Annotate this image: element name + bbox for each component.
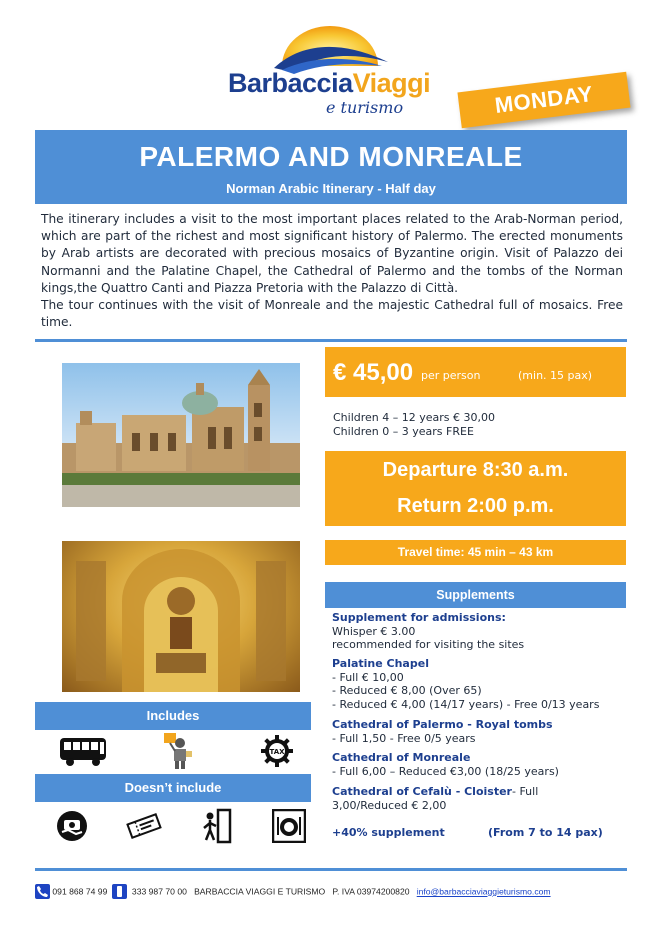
return-time: Return 2:00 p.m. — [397, 495, 554, 517]
supplement-cefalu — [332, 785, 622, 812]
brand-subtitle: e turismo — [326, 98, 404, 117]
group-supplement: +40% supplement — [332, 826, 445, 839]
intro-text — [41, 211, 623, 331]
palatine-line: - Reduced € 8,00 (Over 65) — [332, 684, 482, 698]
palermo-title: Cathedral of Palermo - Royal tombs — [332, 718, 553, 731]
tax-icon-label: TAX — [269, 748, 285, 756]
supplement-palermo — [332, 718, 622, 745]
guide-icon — [162, 731, 196, 769]
palatine-chapel-photo — [62, 541, 300, 692]
group-supplement-range: (From 7 to 14 pax) — [488, 826, 603, 839]
footer-mobile: 333 987 70 00 — [131, 886, 187, 897]
excludes-heading: Doesn’t include — [35, 774, 311, 802]
page-title: PALERMO AND MONREALE — [139, 141, 523, 172]
supplement-admissions — [332, 611, 622, 652]
divider-bottom — [35, 868, 627, 871]
footer-company: BARBACCIA VIAGGI E TURISMO — [194, 886, 326, 897]
supplement-monreale — [332, 751, 622, 778]
supplement-palatine — [332, 657, 622, 711]
contact-footer — [35, 884, 635, 906]
day-badge-label: MONDAY — [493, 81, 595, 118]
palermo-line: - Full 1,50 - Free 0/5 years — [332, 731, 476, 745]
price-amount: € 45,00 — [333, 359, 414, 386]
includes-heading: Includes — [35, 702, 311, 730]
page-subtitle: Norman Arabic Itinerary - Half day — [226, 181, 436, 196]
travel-time: Travel time: 45 min – 43 km — [325, 540, 626, 565]
footer-vat: P. IVA 03974200820 — [332, 886, 410, 897]
monreale-line: - Full 6,00 – Reduced €3,00 (18/25 years) — [332, 764, 559, 778]
brand-name: BarbacciaViaggi — [228, 68, 431, 98]
palatine-title: Palatine Chapel — [332, 657, 429, 670]
cefalu-line: - Full — [511, 785, 539, 798]
divider-top — [35, 339, 627, 342]
footer-email-link[interactable]: info@barbacciaviaggieturismo.com — [416, 886, 551, 897]
title-banner — [35, 130, 627, 204]
bus-icon — [58, 735, 108, 767]
palatine-line: - Reduced € 4,00 (14/17 years) - Free 0/13 years — [332, 697, 600, 711]
mobile-icon — [112, 884, 127, 899]
monreale-title: Cathedral of Monreale — [332, 751, 471, 764]
supplements-heading: Supplements — [325, 582, 626, 608]
phone-icon — [35, 884, 50, 899]
day-badge — [457, 72, 630, 128]
tip-icon — [56, 810, 88, 842]
meal-icon — [272, 809, 306, 843]
footer-phone: 091 868 74 99 — [52, 886, 108, 897]
schedule-box — [325, 451, 626, 526]
children-price-1: Children 4 – 12 years € 30,00 — [333, 411, 496, 424]
palermo-cathedral-photo — [62, 363, 300, 507]
admissions-title: Supplement for admissions: — [332, 611, 506, 624]
admissions-line: recommended for visiting the sites — [332, 638, 525, 652]
children-price-2: Children 0 – 3 years FREE — [333, 425, 474, 438]
price-min-pax: (min. 15 pax) — [518, 369, 593, 382]
intro-paragraph-2: The tour continues with the visit of Monreale and the majestic Cathedral full of mosaics. Free time. — [41, 298, 623, 330]
price-box — [325, 347, 626, 397]
price-per-person: per person — [421, 369, 481, 382]
children-prices — [333, 411, 495, 439]
ticket-icon — [126, 811, 162, 841]
intro-paragraph-1: The itinerary includes a visit to the most important places related to the Arab-Norman period, which are part of the richest and most significant history of Palermo. The erected monuments by Arab artists are decorated with precious mosaics of Byzantine origin. Visit of Palazzo dei Normanni and the Palatine Chapel, the Cathedral of Palermo and the tombs of the Norman kings,the Quattro Canti and Piazza Pretoria with the Palazzo di Città. — [41, 212, 623, 295]
admissions-line: Whisper € 3.00 — [332, 624, 416, 638]
cefalu-line: 3,00/Reduced € 2,00 — [332, 798, 447, 812]
departure-time: Departure 8:30 a.m. — [382, 459, 569, 481]
cefalu-title: Cathedral of Cefalù - Cloister — [332, 785, 512, 798]
palatine-line: - Full € 10,00 — [332, 670, 404, 684]
entrance-icon — [200, 808, 232, 844]
tax-icon — [260, 734, 294, 768]
company-logo — [222, 22, 437, 117]
